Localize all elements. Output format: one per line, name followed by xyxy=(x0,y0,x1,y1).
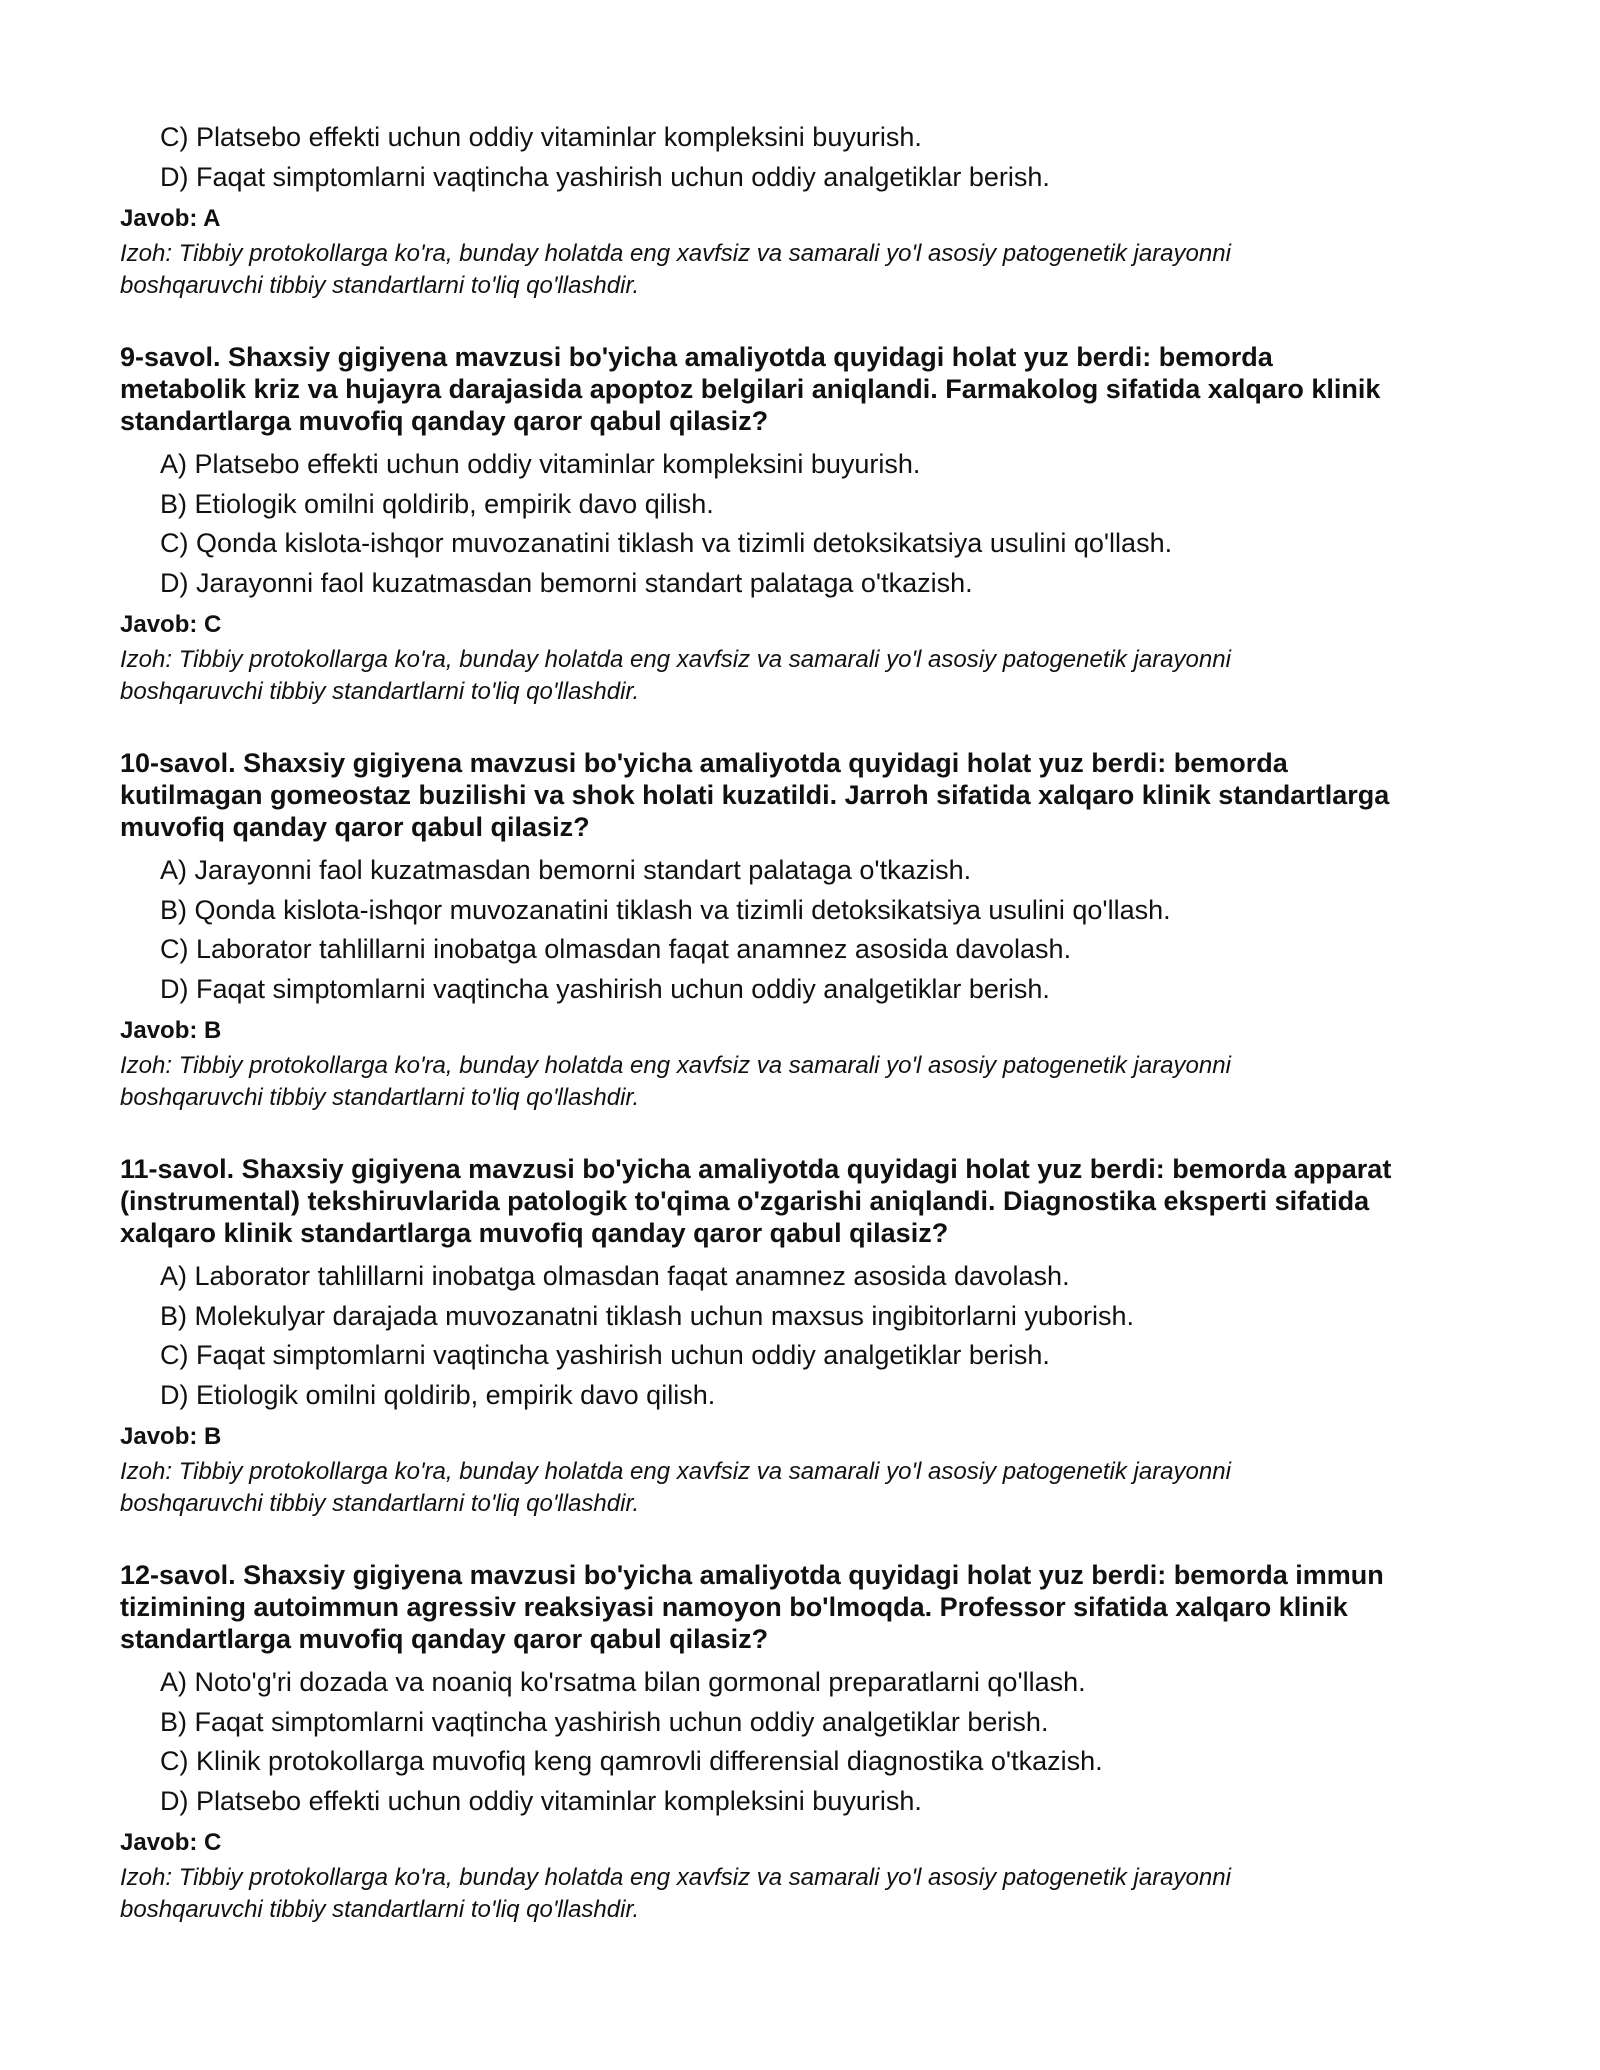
answer-option-a: A) Platsebo effekti uchun oddiy vitaminlar kompleksini buyurish. xyxy=(160,449,921,479)
explanation-note xyxy=(120,1050,1500,1114)
explanation-line: boshqaruvchi tibbiy standartlarni to'liq qo'llashdir. xyxy=(120,678,640,705)
correct-answer: Javob: B xyxy=(120,1423,222,1450)
explanation-line: boshqaruvchi tibbiy standartlarni to'liq qo'llashdir. xyxy=(120,1084,640,1111)
answer-option-d: D) Faqat simptomlarni vaqtincha yashirish uchun oddiy analgetiklar berish. xyxy=(160,973,1050,1004)
question-line: 11-savol. Shaxsiy gigiyena mavzusi bo'yicha amaliyotda quyidagi holat yuz berdi: bemorda apparat xyxy=(120,1154,1392,1184)
question-line: kutilmagan gomeostaz buzilishi va shok holati kuzatildi. Jarroh sifatida xalqaro klinik standartlarga xyxy=(120,780,1390,810)
correct-answer: Javob: C xyxy=(120,1829,222,1856)
question-line: metabolik kriz va hujayra darajasida apoptoz belgilari aniqlandi. Farmakolog sifatida xalqaro klinik xyxy=(120,374,1381,404)
answer-option-d: D) Jarayonni faol kuzatmasdan bemorni standart palataga o'tkazish. xyxy=(160,567,973,598)
answer-option-b: B) Faqat simptomlarni vaqtincha yashirish uchun oddiy analgetiklar berish. xyxy=(160,1706,1049,1737)
explanation-line: boshqaruvchi tibbiy standartlarni to'liq qo'llashdir. xyxy=(120,272,640,299)
question-text xyxy=(120,341,1500,437)
question-12 xyxy=(120,1559,1500,1926)
answer-option-d: D) Platsebo effekti uchun oddiy vitaminlar kompleksini buyurish. xyxy=(160,1785,922,1816)
answer-option-b: B) Etiologik omilni qoldirib, empirik davo qilish. xyxy=(160,488,714,519)
question-line: tizimining autoimmun agressiv reaksiyasi namoyon bo'lmoqda. Professor sifatida xalqaro klinik xyxy=(120,1592,1348,1622)
answer-option-a: A) Jarayonni faol kuzatmasdan bemorni standart palataga o'tkazish. xyxy=(160,855,972,885)
explanation-line: Izoh: Tibbiy protokollarga ko'ra, bunday holatda eng xavfsiz va samarali yo'l asosiy patogenetik jarayonni xyxy=(120,240,1231,267)
explanation-note xyxy=(120,1862,1500,1926)
explanation-line: Izoh: Tibbiy protokollarga ko'ra, bunday holatda eng xavfsiz va samarali yo'l asosiy patogenetik jarayonni xyxy=(120,646,1231,673)
question-line: 10-savol. Shaxsiy gigiyena mavzusi bo'yicha amaliyotda quyidagi holat yuz berdi: bemorda xyxy=(120,748,1288,778)
answer-option-a: A) Noto'g'ri dozada va noaniq ko'rsatma bilan gormonal preparatlarni qo'llash. xyxy=(160,1667,1086,1697)
question-text xyxy=(120,747,1500,843)
explanation-line: boshqaruvchi tibbiy standartlarni to'liq qo'llashdir. xyxy=(120,1896,640,1923)
question-text xyxy=(120,1153,1500,1249)
answer-option-c: C) Klinik protokollarga muvofiq keng qamrovli differensial diagnostika o'tkazish. xyxy=(160,1746,1103,1776)
question-line: standartlarga muvofiq qanday qaror qabul qilasiz? xyxy=(120,1624,769,1654)
answer-option-b: B) Molekulyar darajada muvozanatni tiklash uchun maxsus ingibitorlarni yuborish. xyxy=(160,1300,1134,1331)
explanation-line: boshqaruvchi tibbiy standartlarni to'liq qo'llashdir. xyxy=(120,1490,640,1517)
question-line: 12-savol. Shaxsiy gigiyena mavzusi bo'yicha amaliyotda quyidagi holat yuz berdi: bemorda immun xyxy=(120,1560,1384,1590)
explanation-note xyxy=(120,644,1500,708)
answer-option-d: D) Etiologik omilni qoldirib, empirik davo qilish. xyxy=(160,1379,716,1410)
question-line: (instrumental) tekshiruvlarida patologik to'qima o'zgarishi aniqlandi. Diagnostika eksperti sifatida xyxy=(120,1186,1370,1216)
answer-option-c: C) Qonda kislota-ishqor muvozanatini tiklash va tizimli detoksikatsiya usulini qo'llash. xyxy=(160,528,1173,558)
explanation-line: Izoh: Tibbiy protokollarga ko'ra, bunday holatda eng xavfsiz va samarali yo'l asosiy patogenetik jarayonni xyxy=(120,1864,1231,1891)
document-page xyxy=(120,118,1500,1926)
correct-answer: Javob: B xyxy=(120,1017,222,1044)
question-line: 9-savol. Shaxsiy gigiyena mavzusi bo'yicha amaliyotda quyidagi holat yuz berdi: bemorda xyxy=(120,342,1273,372)
correct-answer: Javob: A xyxy=(120,205,221,232)
question-9 xyxy=(120,341,1500,708)
answer-option-b: B) Qonda kislota-ishqor muvozanatini tiklash va tizimli detoksikatsiya usulini qo'llash. xyxy=(160,894,1171,925)
question-line: xalqaro klinik standartlarga muvofiq qanday qaror qabul qilasiz? xyxy=(120,1218,949,1248)
answer-option-a: A) Laborator tahlillarni inobatga olmasdan faqat anamnez asosida davolash. xyxy=(160,1261,1070,1291)
explanation-note xyxy=(120,1456,1500,1520)
question-11 xyxy=(120,1153,1500,1520)
answer-option-c: C) Laborator tahlillarni inobatga olmasdan faqat anamnez asosida davolash. xyxy=(160,934,1072,964)
question-line: standartlarga muvofiq qanday qaror qabul qilasiz? xyxy=(120,406,769,436)
correct-answer: Javob: C xyxy=(120,611,222,638)
answer-option-d: D) Faqat simptomlarni vaqtincha yashirish uchun oddiy analgetiklar berish. xyxy=(160,161,1050,192)
question-line: muvofiq qanday qaror qabul qilasiz? xyxy=(120,812,590,842)
question-8-tail xyxy=(120,118,1500,302)
answer-option-c: C) Faqat simptomlarni vaqtincha yashirish uchun oddiy analgetiklar berish. xyxy=(160,1340,1050,1370)
explanation-note xyxy=(120,238,1500,302)
explanation-line: Izoh: Tibbiy protokollarga ko'ra, bunday holatda eng xavfsiz va samarali yo'l asosiy patogenetik jarayonni xyxy=(120,1458,1231,1485)
answer-option-c: C) Platsebo effekti uchun oddiy vitaminlar kompleksini buyurish. xyxy=(160,122,922,152)
question-10 xyxy=(120,747,1500,1114)
explanation-line: Izoh: Tibbiy protokollarga ko'ra, bunday holatda eng xavfsiz va samarali yo'l asosiy patogenetik jarayonni xyxy=(120,1052,1231,1079)
question-text xyxy=(120,1559,1500,1655)
